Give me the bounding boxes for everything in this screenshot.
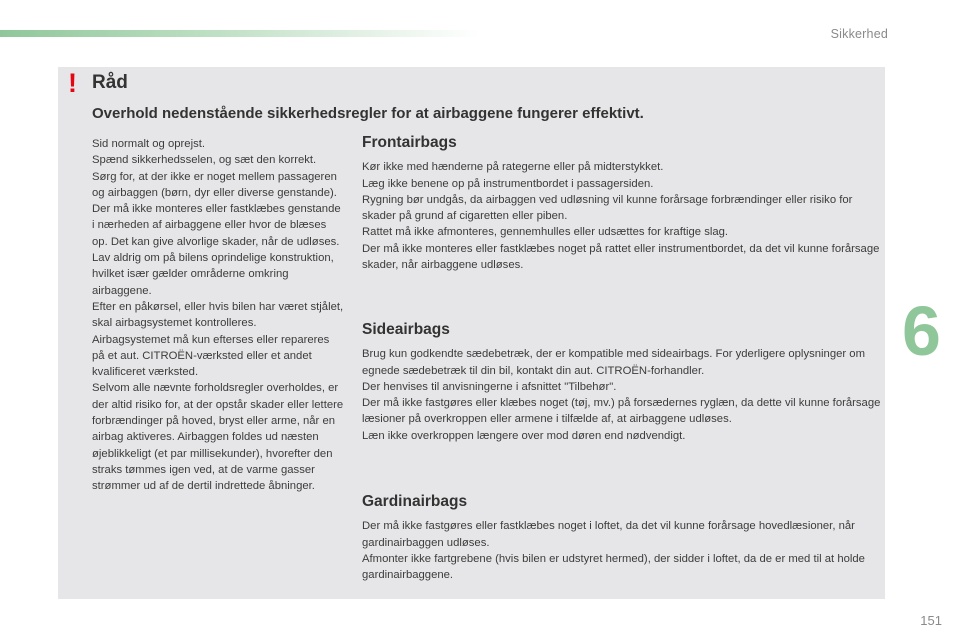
advice-paragraph: Airbagsystemet må kun efterses eller repareres på et aut. CITROËN-værksted eller et andet kvalificeret værksted. <box>92 333 330 379</box>
header-accent-bar <box>0 30 480 37</box>
page-number: 151 <box>920 613 942 628</box>
frontairbags-paragraph: Der må ikke monteres eller fastklæbes noget på rattet eller instrumentbordet, da det vil kunne forårsage skader, når airbaggene udløses. <box>362 242 880 272</box>
frontairbags-paragraph: Kør ikke med hænderne på rategerne eller på midterstykket. <box>362 161 664 174</box>
sideairbags-section <box>362 322 882 444</box>
gardinairbags-heading: Gardinairbags <box>362 493 468 510</box>
frontairbags-paragraph: Rattet må ikke afmonteres, gennemhulles eller udsættes for kraftige slag. <box>362 226 729 239</box>
panel-title: Råd <box>92 72 128 93</box>
advice-paragraph: Sid normalt og oprejst. <box>92 138 206 150</box>
sideairbags-paragraph: Brug kun godkendte sædebetræk, der er kompatible med sideairbags. For yderligere oplysninger om egnede sædebetræk til din bil, kontakt din aut. CITROËN-forhandler. <box>362 348 865 377</box>
frontairbags-section <box>362 135 882 273</box>
gardinairbags-paragraph: Afmonter ikke fartgrebene (hvis bilen er udstyret hermed), der sidder i loftet, da de er med til at holde gardinairbaggene. <box>362 552 865 582</box>
sideairbags-paragraph: Der henvises til anvisningerne i afsnittet "Tilbehør". <box>362 380 617 393</box>
frontairbags-paragraph: Læg ikke benene op på instrumentbordet i passagersiden. <box>362 177 654 190</box>
general-advice-column <box>92 136 344 495</box>
sideairbags-paragraph: Læn ikke overkroppen længere over mod døren end nødvendigt. <box>362 429 686 442</box>
panel-subtitle: Overhold nedenstående sikkerhedsregler for at airbaggene fungerer effektivt. <box>92 105 644 122</box>
gardinairbags-paragraph: Der må ikke fastgøres eller fastklæbes noget i loftet, da det vil kunne forårsage hovedlæsioner, når gardinairbaggen udløses. <box>362 520 855 549</box>
sideairbags-paragraph: Der må ikke fastgøres eller klæbes noget (tøj, mv.) på forsædernes ryglæn, da dette vil kunne forårsage læsioner på overkroppen eller armene i tilfælde af, at airbaggene udløses. <box>362 397 881 426</box>
advice-paragraph: Spænd sikkerhedsselen, og sæt den korrekt. <box>92 154 317 167</box>
warning-exclamation-icon: ! <box>68 68 77 98</box>
advice-paragraph: Efter en påkørsel, eller hvis bilen har været stjålet, skal airbagsystemet kontrolleres. <box>92 300 344 330</box>
gardinairbags-section <box>362 494 882 583</box>
chapter-number: 6 <box>902 292 941 370</box>
advice-paragraph: Sørg for, at der ikke er noget mellem passageren og airbaggen (børn, dyr eller diverse genstande). Der må ikke monteres eller fastklæbes genstande i nærheden af airbaggene eller hvor de blæses op. Det kan give alvorlige skader, når de udløses. <box>92 170 341 248</box>
frontairbags-heading: Frontairbags <box>362 134 457 151</box>
advice-paragraph: Selvom alle nævnte forholdsregler overholdes, er der altid risiko for, at der opstår skader eller lettere forbrændinger på hoved, bryst eller arme, når en airbag aktiveres. Airbaggen foldes ud næsten øjeblikkeligt (et par millisekunder), hvorefter den straks tømmes igen ved, at de varme gasser strømmer ud af de dertil indrettede åbninger. <box>92 382 344 493</box>
section-label: Sikkerhed <box>830 27 888 41</box>
advice-paragraph: Lav aldrig om på bilens oprindelige konstruktion, hvilket især gælder områderne omkring airbaggene. <box>92 252 334 297</box>
frontairbags-paragraph: Rygning bør undgås, da airbaggen ved udløsning vil kunne forårsage forbrændinger eller risiko for skader på grund af cigaretten eller piben. <box>362 193 853 223</box>
sideairbags-heading: Sideairbags <box>362 321 450 338</box>
